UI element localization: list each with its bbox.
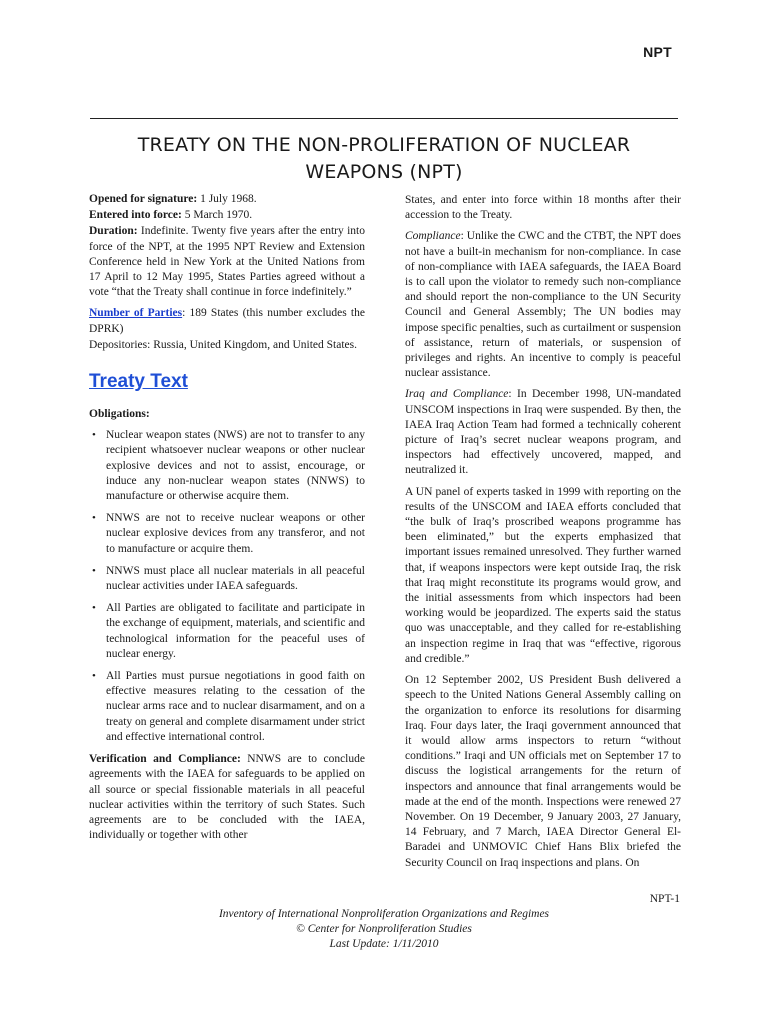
september-2002-paragraph: On 12 September 2002, US President Bush delivered a speech to the United Nations General Assembly calling on the organization to enforce its resolutions for disarming Iraq. Four days later, the Iraqi government announced that it would allow arms inspectors to return “without conditions.” Iraqi and UN officials met on September 17 to discuss the logistical arrangements for the return of inspectors and announce that final arrangements would be made at the end of the month. Inspections were renewed 27 November. On 19 December, 9 January 2003, 27 January, 14 February, and 7 March, IAEA Director General El-Baradei and UNMOVIC Chief Hans Blix briefed the Security Council on Iraq inspections and plans. On <box>405 674 681 869</box>
list-item <box>89 669 365 745</box>
parties-value: : 189 States (this number excludes the DPRK) <box>89 307 365 335</box>
iraq-and-compliance <box>405 387 681 478</box>
duration-value: Indefinite. Twenty five years after the entry into force of the NPT, at the 1995 NPT Review and Extension Conference held in New York at the United Nations from 17 April to 12 May 1995, States Parties agreed without a vote “that the Treaty shall continue in force indefinitely.” <box>89 225 365 299</box>
depositories: Depositories: Russia, United Kingdom, and United States. <box>89 338 357 351</box>
verification-value: NNWS are to conclude agreements with the IAEA for safeguards to be applied on all source or special fissionable materials in all peaceful nuclear activities within the territory of such States. Such agreements are to be concluded with the IAEA, individually or together with other <box>89 753 365 842</box>
list-item-text: Nuclear weapon states (NWS) are not to transfer to any recipient whatsoever nuclear weapons or other nuclear explosive devices and not to assist, encourage, or induce any non-nuclear weapon states (NNWS) to manufacture or otherwise acquire them. <box>106 429 365 503</box>
number-of-parties <box>89 306 365 336</box>
title-rule <box>90 118 678 119</box>
iraq-value: : In December 1998, UN-mandated UNSCOM inspections in Iraq were suspended. By then, the IAEA Iraq Action Team had formed a technically coherent picture of Iraq’s secret nuclear weapons program, and inspectors had effectively uncovered, mapped, and neutralized it. <box>405 388 681 477</box>
list-item <box>89 428 365 504</box>
obligations-list <box>89 428 365 745</box>
page-number: NPT-1 <box>649 893 680 905</box>
un-panel-paragraph: A UN panel of experts tasked in 1999 with reporting on the results of the UNSCOM and IAEA efforts concluded that “the bulk of Iraq’s proscribed weapons programme has been eliminated,” but the experts emphasized that important issues remained unresolved. They further warned that, if weapons inspectors were kept outside Iraq, the risk that Iraq might reconstitute its programs would grow, and the initial assessments from which inspectors had been working would be jeopardized. The experts said the status quo was unacceptable, and they called for re-establishing an inspection regime in Iraq that was “effective, rigorous and credible.” <box>405 485 681 665</box>
entered-label: Entered into force: <box>89 209 182 222</box>
left-column <box>89 192 365 849</box>
bullet-icon: • <box>92 602 96 615</box>
list-item-text: All Parties are obligated to facilitate and participate in the exchange of equipment, materials, and scientific and technological information for the peaceful uses of nuclear energy. <box>106 602 365 660</box>
bullet-icon: • <box>92 512 96 525</box>
bullet-icon: • <box>92 670 96 683</box>
verification-compliance <box>89 752 365 843</box>
list-item <box>89 601 365 662</box>
list-item <box>89 564 365 594</box>
compliance-label: Compliance <box>405 230 461 243</box>
obligations-heading: Obligations: <box>89 408 150 421</box>
duration-label: Duration: <box>89 225 138 238</box>
bullet-icon: • <box>92 429 96 442</box>
title-line-1: TREATY ON THE NON-PROLIFERATION OF NUCLEAR <box>137 134 631 156</box>
document-title <box>90 132 678 186</box>
list-item-text: NNWS are not to receive nuclear weapons or other nuclear explosive devices from any transferor, and not to manufacture or acquire them. <box>106 512 365 555</box>
list-item-text: All Parties must pursue negotiations in good faith on effective measures relating to the cessation of the nuclear arms race and to nuclear disarmament, and on a treaty on general and complete disarmament under strict and effective international control. <box>106 670 365 743</box>
title-line-2: WEAPONS (NPT) <box>305 161 463 183</box>
entered-value: 5 March 1970. <box>181 209 253 222</box>
duration <box>89 224 365 300</box>
verification-label: Verification and Compliance: <box>89 753 241 766</box>
page-footer <box>0 907 768 952</box>
treaty-text-link[interactable]: Treaty Text <box>89 371 188 393</box>
opened-label: Opened for signature: <box>89 193 198 205</box>
list-item <box>89 511 365 557</box>
footer-line-3: Last Update: 1/11/2010 <box>329 938 439 950</box>
iraq-label: Iraq and Compliance <box>405 388 509 401</box>
footer-line-1: Inventory of International Nonproliferation Organizations and Regimes <box>218 908 550 920</box>
compliance <box>405 229 681 381</box>
right-column <box>405 193 681 877</box>
number-of-parties-link[interactable]: Number of Parties <box>89 307 183 320</box>
compliance-value: : Unlike the CWC and the CTBT, the NPT does not have a built-in mechanism for non-compliance. In case of non-compliance with IAEA safeguards, the IAEA Board is to call upon the violator to remedy such non-compliance and should report the non-compliance to the UN Security Council and General Assembly; The UN bodies may impose specific penalties, such as curtailment or suspension of assistance, return of materials, or suspension of privileges and rights. An incentive to comply is peaceful nuclear assistance. <box>405 230 681 380</box>
list-item-text: NNWS must place all nuclear materials in all peaceful nuclear activities under IAEA safeguards. <box>106 564 365 593</box>
footer-line-2: © Center for Nonproliferation Studies <box>296 923 472 935</box>
continued-text: States, and enter into force within 18 months after their accession to the Treaty. <box>405 194 681 222</box>
bullet-icon: • <box>92 564 96 577</box>
entered-into-force <box>89 208 365 223</box>
opened-value: 1 July 1968. <box>197 193 257 205</box>
opened-for-signature <box>89 192 365 207</box>
running-header: NPT <box>643 44 672 60</box>
